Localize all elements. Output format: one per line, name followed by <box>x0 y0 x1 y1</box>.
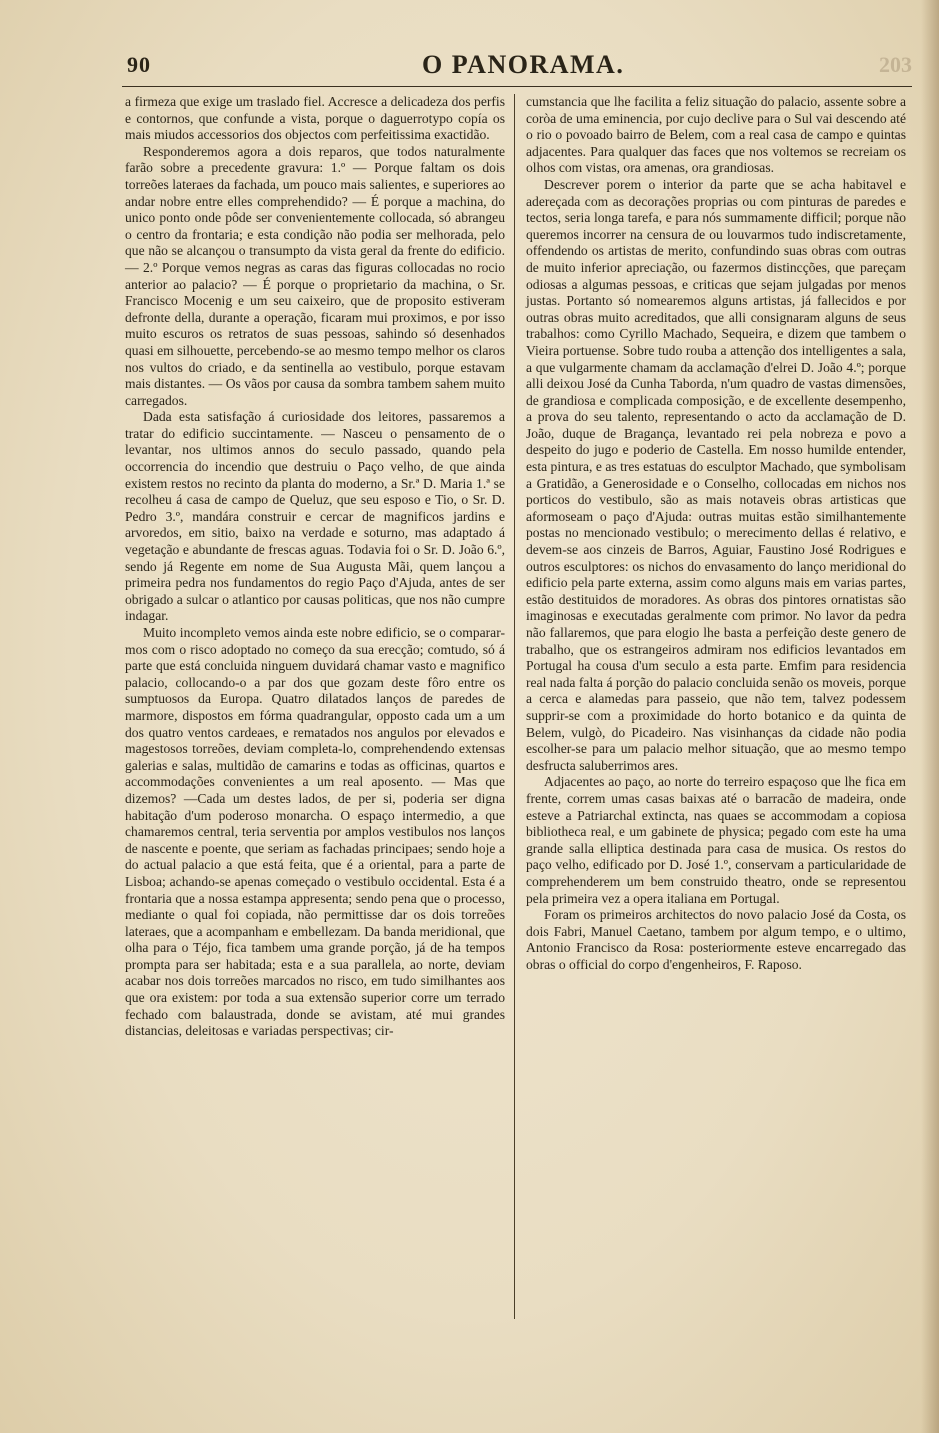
paragraph: Descrever porem o interior da parte que se acha habitavel e adereçada com as decorações proprias ou com pinturas de paredes e tectos, seria longa tarefa, e para nós summamente difficil; porque não queremos incorrer na censura de ou louvarmos tudo indiscretamente, offendendo os artistas de merito, confundindo suas obras com outras de muito inferior apreciação, ou fazermos distincções, que pareçam odiosas a algumas pessoas, e criticas que sejam julgadas por menos justas. Portanto só nomearemos alguns artistas, já fallecidos e por outras obras muito acreditados, que alli consignaram alguns de seus trabalhos: como Cyrillo Machado, Sequeira, e dizem que tambem o Vieira portuense. Sobre tudo rouba a attenção dos intelligentes a sala, a que vulgarmente chamam da acclamação d'elrei D. João 4.º; porque alli deixou José da Cunha Taborda, n'um quadro de vastas dimensões, de grandiosa e complicada composição, e de excellente desempenho, a prova do seu talento, representando o acto da acclamação de D. João, duque de Bragança, levantado rei pela nobreza e povo a despeito do jugo e poderio de Castella. Em nosso humilde entender, esta pintura, e as tres estatuas do esculptor Machado, que symbolisam a Gratidão, a Generosidade e o Conselho, collocadas em nichos nos porticos do vestibulo, são as mais notaveis obras artisticas que aformoseam o paço d'Ajuda: outras muitas estão similhantemente postas no mencionado vestibulo; o merecimento dellas é relativo, e devem-se aos cinzeis de Barros, Aguiar, Faustino José Rodrigues e outros esculptores: os nichos do envasamento do lanço meridional do edificio pela parte externa, assim como alguns mais em varias partes, estão destituidos de moradores. As obras dos pintores ornatistas são imaginosas e executadas geralmente com primor. No lavor da pedra não fallaremos, que para elogio lhe basta a perfeição deste genero de trabalho, que os estrangeiros admiram nos edificios levantados em Portugal ha cousa d'um seculo a esta parte. Emfim para residencia real nada falta á porção do palacio concluida senão os moveis, porque a cerca e alamedas para passeio, que não tem, talvez podessem supprir-se com a proximidade do horto botanico e da quinta de Belem, vulgò, do Picadeiro. Nas visinhanças da cidade não podia escolher-se para um palacio melhor situação, que ao mesmo tempo desfructa saluberrimos ares. <box>526 176 906 773</box>
bleed-through-page-number: 203 <box>879 52 912 77</box>
page-edge-shadow <box>921 0 939 1433</box>
paragraph: Dada esta satisfação á curiosidade dos leitores, passaremos a tratar do edificio succintamente. — Nasceu o pensamento de o levantar, nos ultimos annos do seculo passado, quando pela occorrencia do incendio que destruiu o Paço velho, de que ainda existem restos no recinto da planta do moderno, a Sr.ª D. Maria 1.ª se recolheu á casa de campo de Queluz, que seu esposo e Tio, o Sr. D. Pedro 3.º, mandára construir e cercar de magnificos jardins e arvoredos, em sitio, baixo na verdade e soturno, mas adaptado á vegetação e abundante de frescas aguas. Todavia foi o Sr. D. João 6.º, sendo já Regente em nome de Sua Augusta Mãi, quem lançou a primeira pedra nos fundamentos do regio Paço d'Ajuda, antes de ser obrigado a sulcar o atlantico por causas politicas, que nos não cumpre indagar. <box>125 409 505 624</box>
left-column <box>125 94 505 1040</box>
paragraph: a firmeza que exige um traslado fiel. Accresce a delicadeza dos perfis e contornos, que confunde a vista, porque o daguerrotypo copía os mais miudos accessorios dos objectos com perfeitissima exactidão. <box>125 94 505 143</box>
paragraph: Foram os primeiros architectos do novo palacio José da Costa, os dois Fabri, Manuel Caetano, tambem por algum tempo, e o ultimo, Antonio Francisco da Rosa: posteriormente esteve encarregado das obras o official do corpo d'engenheiros, F. Raposo. <box>526 907 906 972</box>
header-rule <box>122 86 912 87</box>
column-divider <box>514 94 515 1319</box>
page-number: 90 <box>127 52 151 77</box>
paragraph: Muito incompleto vemos ainda este nobre edificio, se o comparar-mos com o risco adoptado no começo da sua erecção; comtudo, só á parte que está concluida ninguem duvidará chamar vasto e magnifico palacio, collocando-o a par dos que gozam deste fôro entre os sumptuosos da Europa. Quatro dilatados lanços de paredes de marmore, dispostos em fórma quadrangular, opposto cada um a um dos quatro ventos cardeaes, e rematados nos angulos por elevados e magestosos torreões, deviam completa-lo, comprehendendo extensas galerias e salas, multidão de camarins e todas as officinas, quartos e accommodações convenientes a um real aposento. — Mas que dizemos? —Cada um destes lados, de per si, poderia ser digna habitação d'um poderoso monarcha. O espaço intermedio, a que chamaremos central, teria serventia por amplos vestibulos nos lanços de nascente e poente, que seriam as fachadas principaes; sendo hoje a do actual palacio a que está feita, que é a oriental, para a parte de Lisboa; achando-se apenas começado o vestibulo occidental. Esta é a frontaria que a nossa estampa appresenta; sendo pena que o processo, mediante o qual foi copiada, não permittisse dar os dois torreões lateraes, que a acompanham e embellezam. Da banda meridional, que olha para o Téjo, fica tambem uma grande porção, já de ha tempos prompta para ser habitada; esta e a sua parallela, ao norte, deviam acabar nos dois torreões marcados no risco, em tudo similhantes aos que ora existem: por toda a sua extensão superior corre um terrado fechado com balaustrada, donde se avistam, até mui grandes distancias, deleitosas e variadas perspectivas; cir- <box>125 625 505 1039</box>
paragraph: Responderemos agora a dois reparos, que todos naturalmente farão sobre a precedente gravura: 1.º — Porque faltam os dois torreões lateraes da fachada, um pouco mais salientes, e superiores ao andar nobre entre elles comprehendido? — É porque a machina, do unico ponto onde pôde ser convenientemente collocada, só abrangeu o centro da frontaria; e esta condição não podia ser melhorada, pelo que não se alcançou o transumpto da vista geral da frente do edificio. — 2.º Porque vemos negras as caras das figuras collocadas no rocio anterior ao palacio? — É porque o proprietario da machina, o Sr. Francisco Mocenig e um seu caixeiro, que de proposito estiveram defronte della, durante a operação, ficaram mui proximos, e por isso muito escuros os retratos de suas pessoas, sahindo só desenhados quasi em silhouette, percebendo-se ao mesmo tempo melhor os claros nos vultos do criado, e da sentinella ao vestibulo, porque estavam mais distantes. — Os vãos por causa da sombra tambem sahem muito carregados. <box>125 143 505 408</box>
paragraph: cumstancia que lhe facilita a feliz situação do palacio, assente sobre a coròa de uma eminencia, por cujo declive para o Sul vai descendo até o rio o povoado bairro de Belem, com a real casa de campo e quintas adjacentes. Para qualquer das faces que nos voltemos se recreiam os olhos com vistas, ora amenas, ora grandiosas. <box>526 94 906 176</box>
running-title: O PANORAMA. <box>422 50 625 79</box>
page-header <box>122 48 912 88</box>
right-column <box>526 94 906 973</box>
paragraph: Adjacentes ao paço, ao norte do terreiro espaçoso que lhe fica em frente, correm umas casas baixas até o barracão de madeira, onde esteve a Patriarchal extincta, nas quaes se accommodam a copiosa bibliotheca real, e um gabinete de physica; pegado com este ha uma grande salla elliptica destinada para casa de musica. Os restos do paço velho, edificado por D. José 1.º, conservam a particularidade de comprehenderem um bem construido theatro, onde se representou pela primeira vez a opera italiana em Portugal. <box>526 774 906 906</box>
